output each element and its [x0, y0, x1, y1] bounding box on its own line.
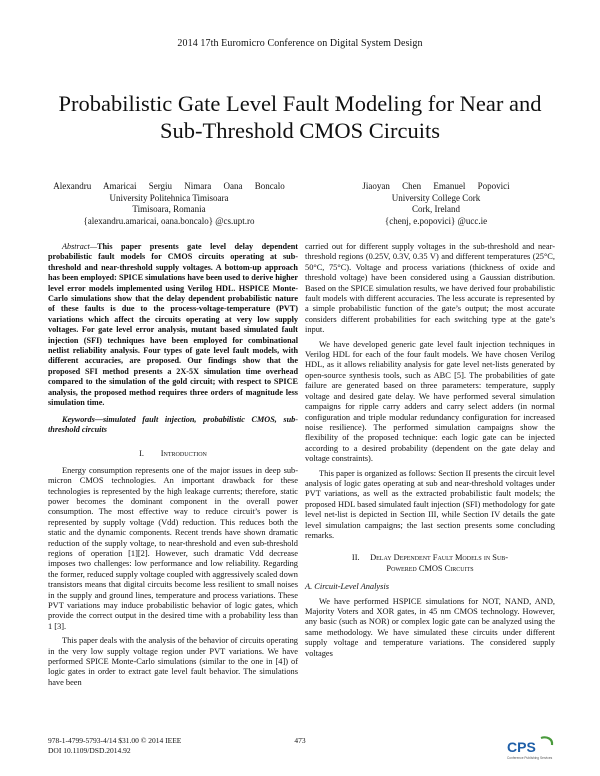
section-1-number: I. — [139, 449, 144, 459]
right-paragraph-2: We have developed generic gate level fault injection techniques in Verilog HDL for each of the four fault models. We have chosen Verilog HDL, as it allows reliability analysis for gate level net-lists generated by open-source synthesis tools, such as ABC [5]. The probabilities of gate failure are generated based on three parameters: temperature, supply voltage and desired gate delay. We have performed several simulation campaigns for ripple carry adders and carry select adders (in normal configuration and triple modular redundancy configuration for increased noise resilience). The performed simulation campaigns show the flexibility of the proposed technique: each logic gate can be injected according to a desired probability (dependent on the gate delay and voltage constraints). — [305, 339, 555, 464]
email-right: {chenj, e.popovici} @ucc.ie — [384, 215, 488, 226]
intro-paragraph-2: This paper deals with the analysis of the behavior of circuits operating in the very low supply voltage region under PVT variations. We have performed SPICE Monte-Carlo simulations (similar to the one in [4]) of logic gates in order to extract gate level fault behavior. The simulations have been — [48, 636, 298, 687]
section-1-heading — [48, 449, 298, 459]
right-column — [305, 242, 555, 659]
intro-paragraph-1: Energy consumption represents one of the major issues in deep sub-micron CMOS technologies. An important drawback for these technologies is represented by the high leakage currents; therefore, static power becomes the dominant component in the overall power consumption. The most effective way to reduce circuit’s power is represented by supply voltage (Vdd) reduction. This reduces both the static and the dynamic components. Recent trends have shown dramatic reduction of the supply voltage, to near-threshold and even sub-threshold regions of operation [1][2]. However, such dramatic Vdd decrease imposes two challenges: low performance and low reliability. Regarding the former, reduced supply voltage coupled with aggressively scaled down transistors means that digital circuits become less resilient to small noises in the supply and ground lines, temperature and process variations. These PVT variations may induce probabilistic behavior of logic gates, which provide the correct output in the desired time with a probability less than 1 [3]. — [48, 465, 298, 631]
keywords — [48, 415, 298, 436]
page-number: 473 — [294, 736, 306, 745]
author-names-left: Alexandru Amaricai Sergiu Nimara Oana Boncalo — [53, 181, 285, 191]
logo-swoosh-icon — [541, 737, 552, 745]
author-names-right: Jiaoyan Chen Emanuel Popovici — [362, 181, 510, 191]
section-2-heading — [305, 553, 555, 574]
keywords-label: Keywords— — [62, 414, 103, 424]
title-line-1: Probabilistic Gate Level Fault Modeling for Near and — [58, 91, 542, 116]
right-paragraph-1: carried out for different supply voltages in the sub-threshold and near-threshold regions (0.25V, 0.3V, 0.35 V) and different temperatures (25°C, 50°C, 75°C). Voltage and process variations (thickness of oxide and threshold voltage) have been considered using a Gaussian distribution. Based on the SPICE simulation results, we have derived four probabilistic fault models with different accuracies. The less accurate is represented by a simple probabilistic function of the gate’s output; the most accurate considers different probabilities for each switching type at the gate’s input. — [305, 242, 555, 335]
subsection-2a-heading: A. Circuit-Level Analysis — [305, 582, 389, 592]
location-left: Timisoara, Romania — [132, 204, 206, 214]
logo-text: CPS — [507, 739, 536, 755]
section-2-number: II. — [351, 553, 360, 563]
footer-doi: DOI 10.1109/DSD.2014.92 — [48, 745, 131, 755]
conference-header: 2014 17th Euromicro Conference on Digital System Design — [177, 38, 423, 49]
section-2-paragraph-1: We have performed HSPICE simulations for NOT, NAND, AND, Majority Voters and XOR gates, in 45 nm CMOS technology. However, any basic (such as NOR) or complex logic gate can be analyzed using the same methodology. We have simulated these circuits under different supply voltage and temperature variations. The considered supply voltages — [305, 596, 555, 658]
abstract-text: This paper presents gate level delay dependent probabilistic fault models for CMOS circuits operating at sub-threshold and near-threshold supply voltages. A bottom-up approach has been employed: SPICE simulations have been used to derive higher level error models implemented using Verilog HDL. HSPICE Monte-Carlo simulations show that the delay dependent probabilistic nature of these faults is due to the process-voltage-temperature (PVT) variations which affect the circuits operating at very low supply voltages. For gate level error analysis, mutant based simulated fault injection (SFI) techniques have been employed for combinational netlist reliability analysis. Four types of gate level fault models, with different accuracies, are proposed. Our findings show that the proposed SFI method presents a 2X-5X simulation time overhead compared to the simulation of the gold circuit; with respect to SPICE analysis, the proposed method requires three orders of magnitude less simulation time. — [48, 242, 298, 408]
footer-isbn: 978-1-4799-5793-4/14 $31.00 © 2014 IEEE — [48, 736, 182, 745]
title-line-2: Sub-Threshold CMOS Circuits — [159, 118, 440, 143]
keywords-text: simulated fault injection, probabilistic CMOS, sub-threshold circuits — [48, 414, 298, 434]
email-left: {alexandru.amaricai, oana.boncalo} @cs.upt.ro — [83, 215, 255, 226]
abstract — [48, 242, 298, 409]
section-2-title-line-2: Powered CMOS Circuits — [386, 563, 474, 573]
logo-subtext: Conference Publishing Services — [507, 756, 553, 760]
author-block-left — [38, 181, 300, 227]
left-column — [48, 242, 298, 688]
section-1-title: Introduction — [160, 449, 207, 459]
author-block-right — [305, 181, 567, 227]
affiliation-right: University College Cork — [391, 192, 481, 203]
cps-logo — [505, 735, 555, 763]
right-paragraph-3: This paper is organized as follows: Section II presents the circuit level analysis of logic gates operating at sub and near-threshold voltages under PVT variations, as well as the extracted probabilistic fault models; the proposed HDL based simulated fault injection (SFI) methodology for gate level net-list is depicted in Section III, while Section IV details the gate level simulation campaigns; the last section presents some concluding remarks. — [305, 468, 555, 540]
location-right: Cork, Ireland — [412, 204, 460, 214]
paper-title — [40, 90, 560, 144]
section-2-title-line-1: Delay Dependent Fault Models in Sub- — [370, 553, 509, 563]
affiliation-left: University Politehnica Timisoara — [109, 192, 229, 203]
abstract-label: Abstract— — [62, 242, 98, 251]
